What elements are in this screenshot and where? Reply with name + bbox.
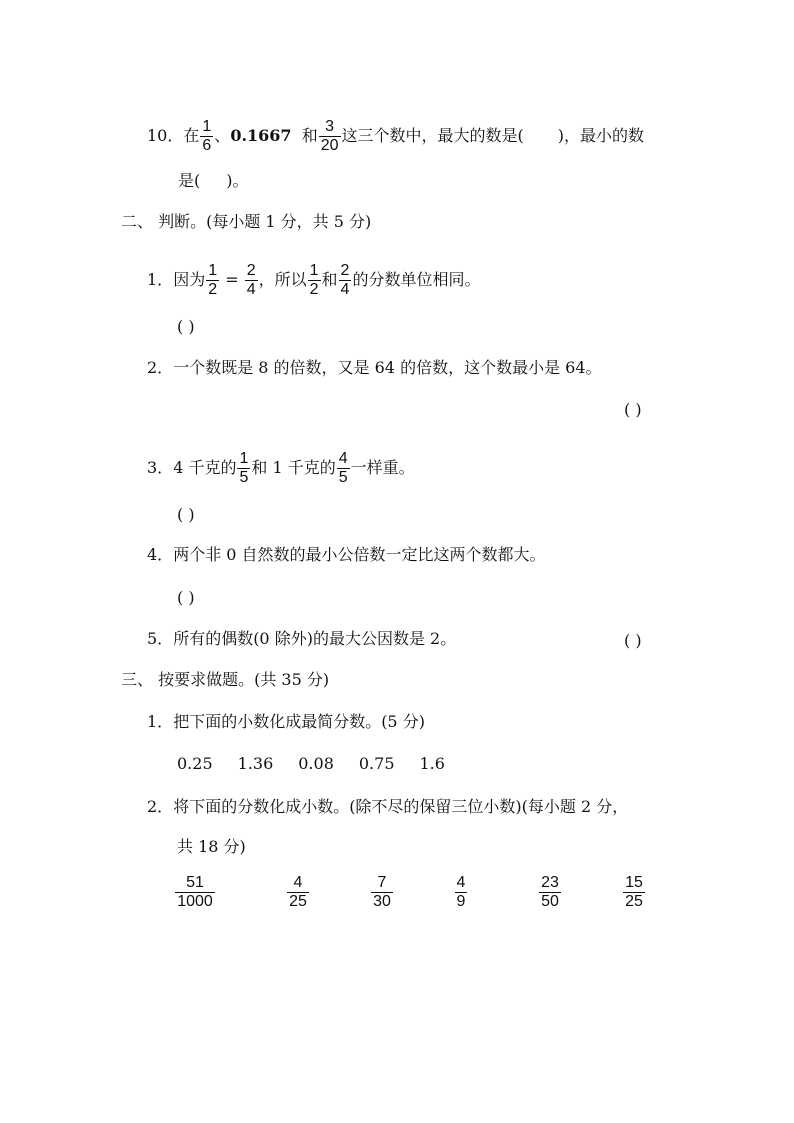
question-number: 3． bbox=[147, 458, 174, 477]
denominator: 9 bbox=[456, 893, 466, 910]
text: 两个非 0 自然数的最小公倍数一定比这两个数都大。 bbox=[173, 545, 546, 564]
fraction bbox=[200, 118, 213, 155]
denominator: 25 bbox=[625, 893, 643, 910]
question-number: 2． bbox=[147, 797, 174, 816]
numerator: 15 bbox=[625, 874, 643, 891]
question-number: 5． bbox=[147, 629, 174, 648]
text: 和 bbox=[321, 270, 338, 289]
numerator: 7 bbox=[377, 874, 387, 891]
denominator: 6 bbox=[202, 137, 212, 154]
section-3-title: 三、 按要求做题。(共 35 分) bbox=[121, 670, 330, 689]
decimal-item: 0.08 bbox=[298, 754, 334, 773]
problem-2-cont: 共 18 分) bbox=[177, 837, 246, 856]
text: 将下面的分数化成小数。(除不尽的保留三位小数)(每小题 2 分， bbox=[173, 797, 629, 816]
decimal-item: 1.6 bbox=[419, 754, 445, 773]
numerator: 2 bbox=[340, 262, 350, 279]
question-number: 1． bbox=[147, 712, 174, 731]
text: 的分数单位相同。 bbox=[352, 270, 481, 289]
judge-1 bbox=[147, 262, 480, 299]
denominator: 50 bbox=[541, 893, 559, 910]
answer-paren[interactable]: ( ) bbox=[177, 505, 195, 524]
numerator: 4 bbox=[456, 874, 466, 891]
fraction bbox=[319, 118, 341, 155]
judge-4 bbox=[147, 545, 546, 565]
answer-paren[interactable]: ( ) bbox=[624, 400, 642, 419]
question-10 bbox=[147, 118, 644, 155]
decimal-value: 0.1667 bbox=[230, 126, 292, 145]
judge-3 bbox=[147, 450, 415, 487]
numerator: 3 bbox=[325, 118, 335, 135]
answer-paren[interactable]: ( ) bbox=[177, 588, 195, 607]
denominator: 20 bbox=[320, 137, 339, 154]
question-number: 4． bbox=[147, 545, 174, 564]
section-2-title: 二、 判断。(每小题 1 分，共 5 分) bbox=[121, 212, 372, 231]
denominator: 1000 bbox=[175, 892, 215, 911]
problem-1 bbox=[147, 712, 425, 732]
text: 因为 bbox=[173, 270, 206, 289]
decimal-item: 0.75 bbox=[358, 754, 395, 773]
numerator: 4 bbox=[293, 874, 303, 891]
question-number: 1． bbox=[147, 270, 174, 289]
decimal-list bbox=[177, 754, 470, 774]
text: 、 bbox=[214, 126, 231, 145]
numerator: 1 bbox=[202, 118, 212, 135]
question-number: 10． bbox=[147, 126, 184, 145]
text: ，所以 bbox=[258, 270, 307, 289]
text: 4 千克的 bbox=[173, 458, 237, 477]
answer-paren[interactable]: ( ) bbox=[624, 631, 642, 650]
denominator: 5 bbox=[239, 469, 249, 486]
fraction bbox=[206, 262, 219, 299]
fraction-item bbox=[371, 874, 393, 911]
fraction-item bbox=[623, 874, 645, 911]
text: 一样重。 bbox=[350, 458, 415, 477]
text: 在 bbox=[183, 126, 200, 145]
text: 把下面的小数化成最简分数。(5 分) bbox=[173, 712, 425, 731]
fraction-item bbox=[175, 874, 215, 911]
text: )。 bbox=[226, 171, 249, 190]
text: )，最小的数 bbox=[557, 126, 645, 145]
text: 这三个数中，最大的数是( bbox=[341, 126, 524, 145]
question-number: 2． bbox=[147, 358, 174, 377]
fraction-item bbox=[454, 874, 468, 911]
answer-paren[interactable]: ( ) bbox=[177, 317, 195, 336]
text: 是( bbox=[178, 171, 201, 190]
fraction bbox=[308, 262, 321, 299]
numerator: 2 bbox=[246, 262, 256, 279]
numerator: 51 bbox=[186, 874, 204, 891]
fraction bbox=[237, 450, 250, 487]
denominator: 4 bbox=[246, 281, 256, 298]
numerator: 1 bbox=[208, 262, 218, 279]
fraction bbox=[339, 262, 352, 299]
text: 所有的偶数(0 除外)的最大公因数是 2。 bbox=[173, 629, 457, 648]
equals-sign: = bbox=[220, 270, 244, 289]
text: 一个数既是 8 的倍数，又是 64 的倍数，这个数最小是 64。 bbox=[173, 358, 602, 377]
denominator: 4 bbox=[340, 281, 350, 298]
decimal-item: 1.36 bbox=[237, 754, 274, 773]
fraction-list bbox=[0, 874, 794, 924]
judge-2 bbox=[147, 358, 602, 378]
fraction-item bbox=[539, 874, 561, 911]
numerator: 4 bbox=[338, 450, 348, 467]
judge-5 bbox=[147, 629, 456, 649]
text: 和 bbox=[301, 126, 318, 145]
problem-2 bbox=[147, 797, 628, 817]
question-10-cont bbox=[178, 171, 249, 191]
denominator: 5 bbox=[338, 469, 348, 486]
denominator: 30 bbox=[373, 893, 391, 910]
denominator: 2 bbox=[208, 281, 218, 298]
denominator: 2 bbox=[309, 281, 319, 298]
denominator: 25 bbox=[289, 893, 307, 910]
numerator: 1 bbox=[239, 450, 249, 467]
numerator: 1 bbox=[309, 262, 319, 279]
fraction bbox=[337, 450, 350, 487]
fraction-item bbox=[287, 874, 309, 911]
numerator: 23 bbox=[541, 874, 559, 891]
decimal-item: 0.25 bbox=[177, 754, 213, 773]
fraction bbox=[245, 262, 258, 299]
text: 和 1 千克的 bbox=[251, 458, 336, 477]
